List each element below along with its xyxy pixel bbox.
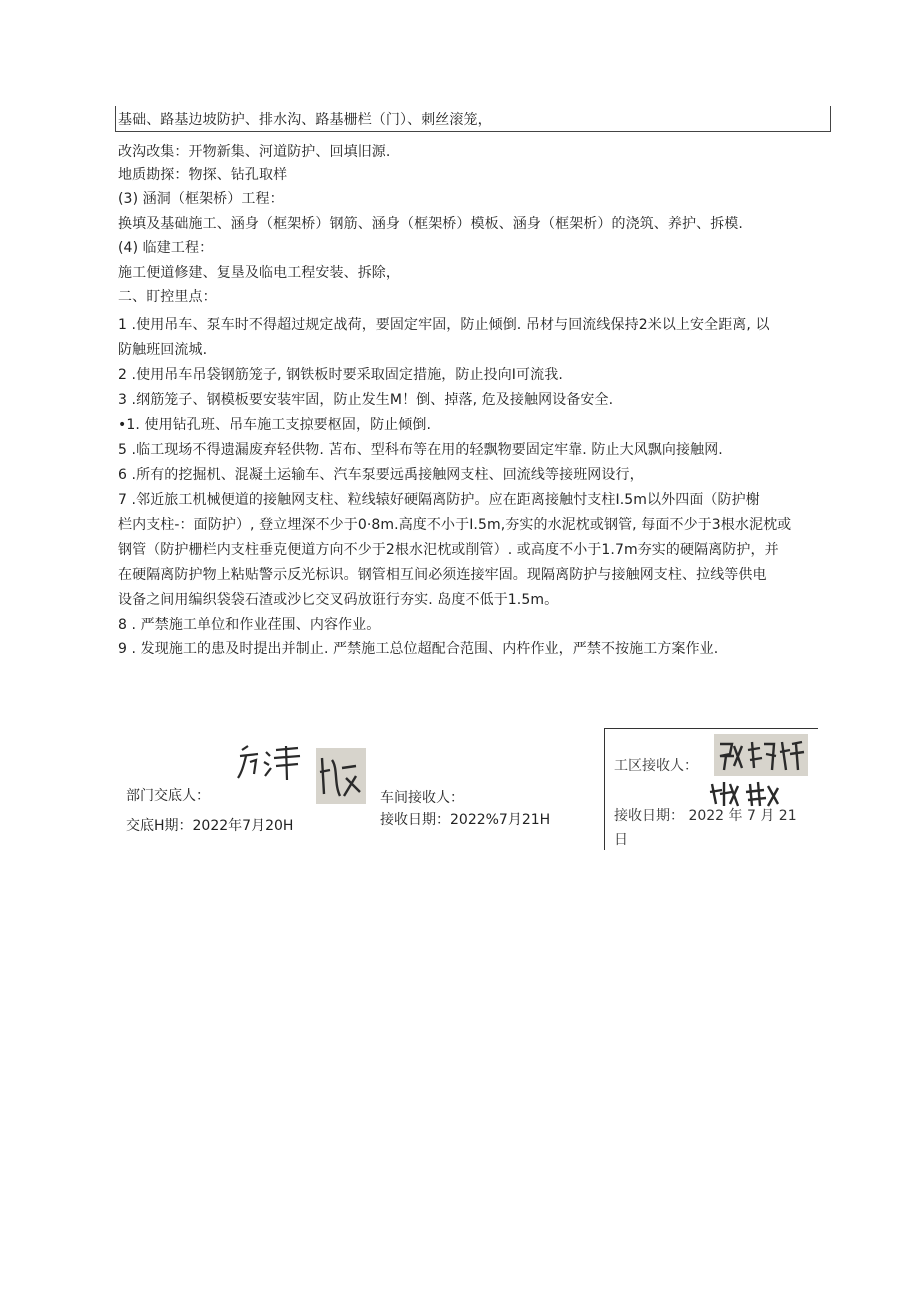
text-line-1: 基础、路基边坡防护、排水沟、路基栅栏（门）、刺丝滚笼， — [118, 112, 492, 128]
handwritten-signature-area — [714, 734, 808, 776]
text-line-12: 3 .纲筋笼子、钢模板要安装牢固，防止发生M！倒、掉落, 危及接触网设备安全. — [118, 392, 614, 408]
text-line-9: 1 .使用吊车、泵车时不得超过规定战荷，要固定牢固，防止倾倒. 吊材与回流线保持2米以上安全距离, 以 — [118, 317, 770, 333]
text-line-3: 地质勘探：物探、钻孔取样 — [118, 167, 288, 183]
area-signer-label: 工区接收人： — [614, 758, 698, 774]
text-line-16: 7 .邻近旅工机械便道的接触网支柱、粒线辕好硬隔离防护。应在距离接触忖支柱I.5m以外四面（防护榭 — [118, 492, 760, 508]
workshop-signer-label: 车间接收人： — [380, 790, 464, 806]
text-line-4: (3) 涵洞（框架桥）工程： — [118, 191, 284, 207]
text-line-15: 6 .所有的挖掘机、混凝土运输车、汽车泵要远禹接触网支柱、回流线等接班网设行， — [118, 467, 644, 483]
text-line-21: 8 . 严禁施工单位和作业荏围、内容作业。 — [118, 617, 381, 633]
dept-date: 交底H期：2022年7月20H — [126, 818, 294, 834]
workshop-date: 接收日期：2022%7月21H — [380, 812, 551, 828]
text-line-5: 换填及基础施工、涵身（框架桥）钢筋、涵身（框架桥）模板、涵身（框架析）的浇筑、养护、拆模. — [118, 216, 743, 232]
text-line-10: 防触班回流城. — [118, 342, 208, 358]
text-line-19: 在硬隔离防护物上粘贴警示反光标识。钢管相互间必须连接牢固。现隔离防护与接触网支柱、拉线等供电 — [118, 567, 767, 583]
handwritten-signature-dept — [236, 742, 306, 782]
text-line-2: 改沟改集：开物新集、河道防护、回填旧源. — [118, 144, 391, 160]
handwritten-signature-dept-2 — [316, 748, 366, 804]
text-line-8: 二、盯控里点： — [118, 289, 217, 305]
text-line-11: 2 .使用吊车吊袋钢筋笼子, 钢铁板时要采取固定措施，防止投向I可流我. — [118, 367, 563, 383]
text-line-17: 栏内支柱-：面防护）, 登立埋深不少于0·8m.高度不小于I.5m,夯实的水泥枕或钢管, 每面不少于3根水泥枕或 — [118, 517, 792, 533]
text-line-20: 设备之间用编织袋袋石渣或沙匕交叉码放诳行夯实. 岛度不低于1.5m。 — [118, 592, 559, 608]
text-line-7: 施工便道修建、复垦及临电工程安装、拆除， — [118, 265, 400, 281]
area-date-line-2: 日 — [614, 832, 628, 848]
text-line-18: 钢管（防护栅栏内支柱垂克便道方向不少于2根水汜枕或削管）. 或高度不小于1.7m夯实的硬隔离防护，并 — [118, 542, 779, 558]
text-line-14: 5 .临工现场不得遗漏废弃轻供物. 苫布、型科布等在用的轻飘物要固定牢靠. 防止大风飘向接触网. — [118, 442, 723, 458]
area-date-line-1: 接收日期： 2022 年 7 月 21 — [614, 808, 797, 824]
dept-signer-label: 部门交底人： — [126, 788, 210, 804]
text-line-22: 9 . 发现施工的患及时提出并制止. 严禁施工总位超配合范围、内杵作业，严禁不按施工方案作业. — [118, 641, 719, 657]
text-line-6: (4) 临建工程： — [118, 240, 214, 256]
text-line-13: •1. 使用钻孔班、吊车施工支掠要枢固，防止倾倒. — [118, 417, 432, 433]
